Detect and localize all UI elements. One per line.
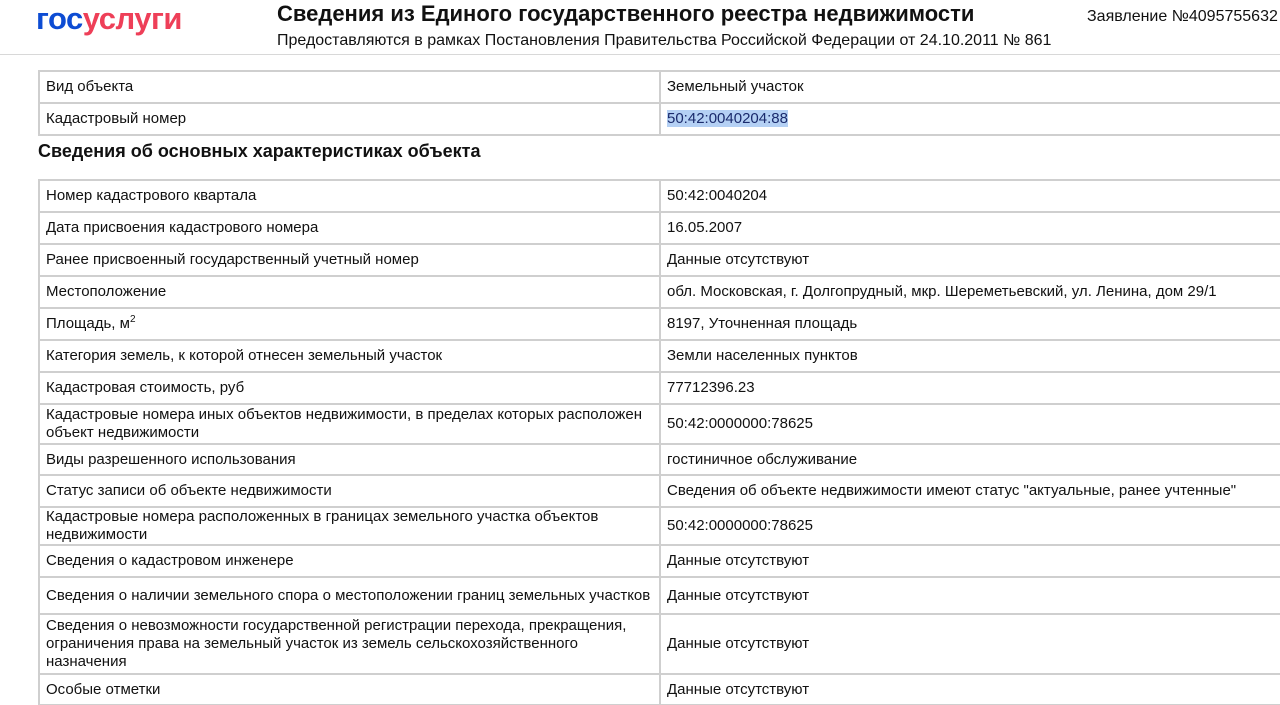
table-row	[39, 404, 1280, 444]
row-key: Статус записи об объекте недвижимости	[39, 475, 660, 507]
row-value: Данные отсутствуют	[660, 614, 1280, 674]
cadastral-number-selected[interactable]: 50:42:0040204:88	[667, 110, 788, 127]
row-key: Сведения о кадастровом инженере	[39, 545, 660, 577]
row-key: Кадастровые номера иных объектов недвижимости, в пределах которых расположен объект недвижимости	[39, 404, 660, 444]
table-row	[39, 103, 1280, 135]
table-row	[39, 244, 1280, 276]
row-value: гостиничное обслуживание	[660, 444, 1280, 475]
row-value[interactable]	[660, 103, 1280, 135]
row-value: 50:42:0000000:78625	[660, 507, 1280, 545]
row-value: Данные отсутствуют	[660, 545, 1280, 577]
application-number: Заявление №4095755632	[1087, 8, 1278, 25]
row-value: Данные отсутствуют	[660, 674, 1280, 705]
section-heading: Сведения об основных характеристиках объекта	[38, 141, 481, 161]
row-key: Сведения о невозможности государственной регистрации перехода, прекращения, ограничения права на земельный участок из земель сельскохозяйственного назначения	[39, 614, 660, 674]
row-value: 77712396.23	[660, 372, 1280, 404]
table-row	[39, 308, 1280, 340]
area-unit-superscript: 2	[129, 314, 136, 325]
row-key: Кадастровый номер	[39, 103, 660, 135]
table-row	[39, 674, 1280, 705]
row-key	[39, 308, 660, 340]
object-table	[38, 70, 1280, 136]
table-row	[39, 340, 1280, 372]
row-value: Данные отсутствуют	[660, 244, 1280, 276]
row-key: Номер кадастрового квартала	[39, 180, 660, 212]
row-key: Ранее присвоенный государственный учетный номер	[39, 244, 660, 276]
document-title: Сведения из Единого государственного реестра недвижимости	[277, 1, 975, 26]
document-subtitle: Предоставляются в рамках Постановления Правительства Российской Федерации от 24.10.2011 № 861	[277, 32, 1052, 49]
table-row	[39, 444, 1280, 475]
characteristics-table	[38, 179, 1280, 705]
header-divider	[0, 54, 1280, 55]
row-value: Земельный участок	[660, 71, 1280, 103]
row-key: Категория земель, к которой отнесен земельный участок	[39, 340, 660, 372]
table-row	[39, 276, 1280, 308]
row-value: 50:42:0040204	[660, 180, 1280, 212]
logo-part-gos: гос	[36, 1, 83, 36]
row-value: Данные отсутствуют	[660, 577, 1280, 614]
row-value: Земли населенных пунктов	[660, 340, 1280, 372]
table-row	[39, 180, 1280, 212]
row-value: 16.05.2007	[660, 212, 1280, 244]
row-key: Кадастровая стоимость, руб	[39, 372, 660, 404]
row-key: Особые отметки	[39, 674, 660, 705]
page-header	[0, 0, 1280, 56]
gosuslugi-logo[interactable]	[36, 1, 182, 37]
table-row	[39, 372, 1280, 404]
row-value: 50:42:0000000:78625	[660, 404, 1280, 444]
row-value: обл. Московская, г. Долгопрудный, мкр. Шереметьевский, ул. Ленина, дом 29/1	[660, 276, 1280, 308]
row-value: 8197, Уточненная площадь	[660, 308, 1280, 340]
row-key: Сведения о наличии земельного спора о местоположении границ земельных участков	[39, 577, 660, 614]
logo-part-uslugi: услуги	[82, 1, 182, 36]
table-row	[39, 507, 1280, 545]
row-key: Виды разрешенного использования	[39, 444, 660, 475]
row-key: Вид объекта	[39, 71, 660, 103]
row-key: Местоположение	[39, 276, 660, 308]
table-row	[39, 71, 1280, 103]
row-key: Кадастровые номера расположенных в границах земельного участка объектов недвижимости	[39, 507, 660, 545]
table-row	[39, 475, 1280, 507]
area-label: Площадь, м	[46, 315, 130, 332]
table-row	[39, 545, 1280, 577]
table-row	[39, 614, 1280, 674]
table-row	[39, 212, 1280, 244]
row-key: Дата присвоения кадастрового номера	[39, 212, 660, 244]
row-value: Сведения об объекте недвижимости имеют статус "актуальные, ранее учтенные"	[660, 475, 1280, 507]
table-row	[39, 577, 1280, 614]
